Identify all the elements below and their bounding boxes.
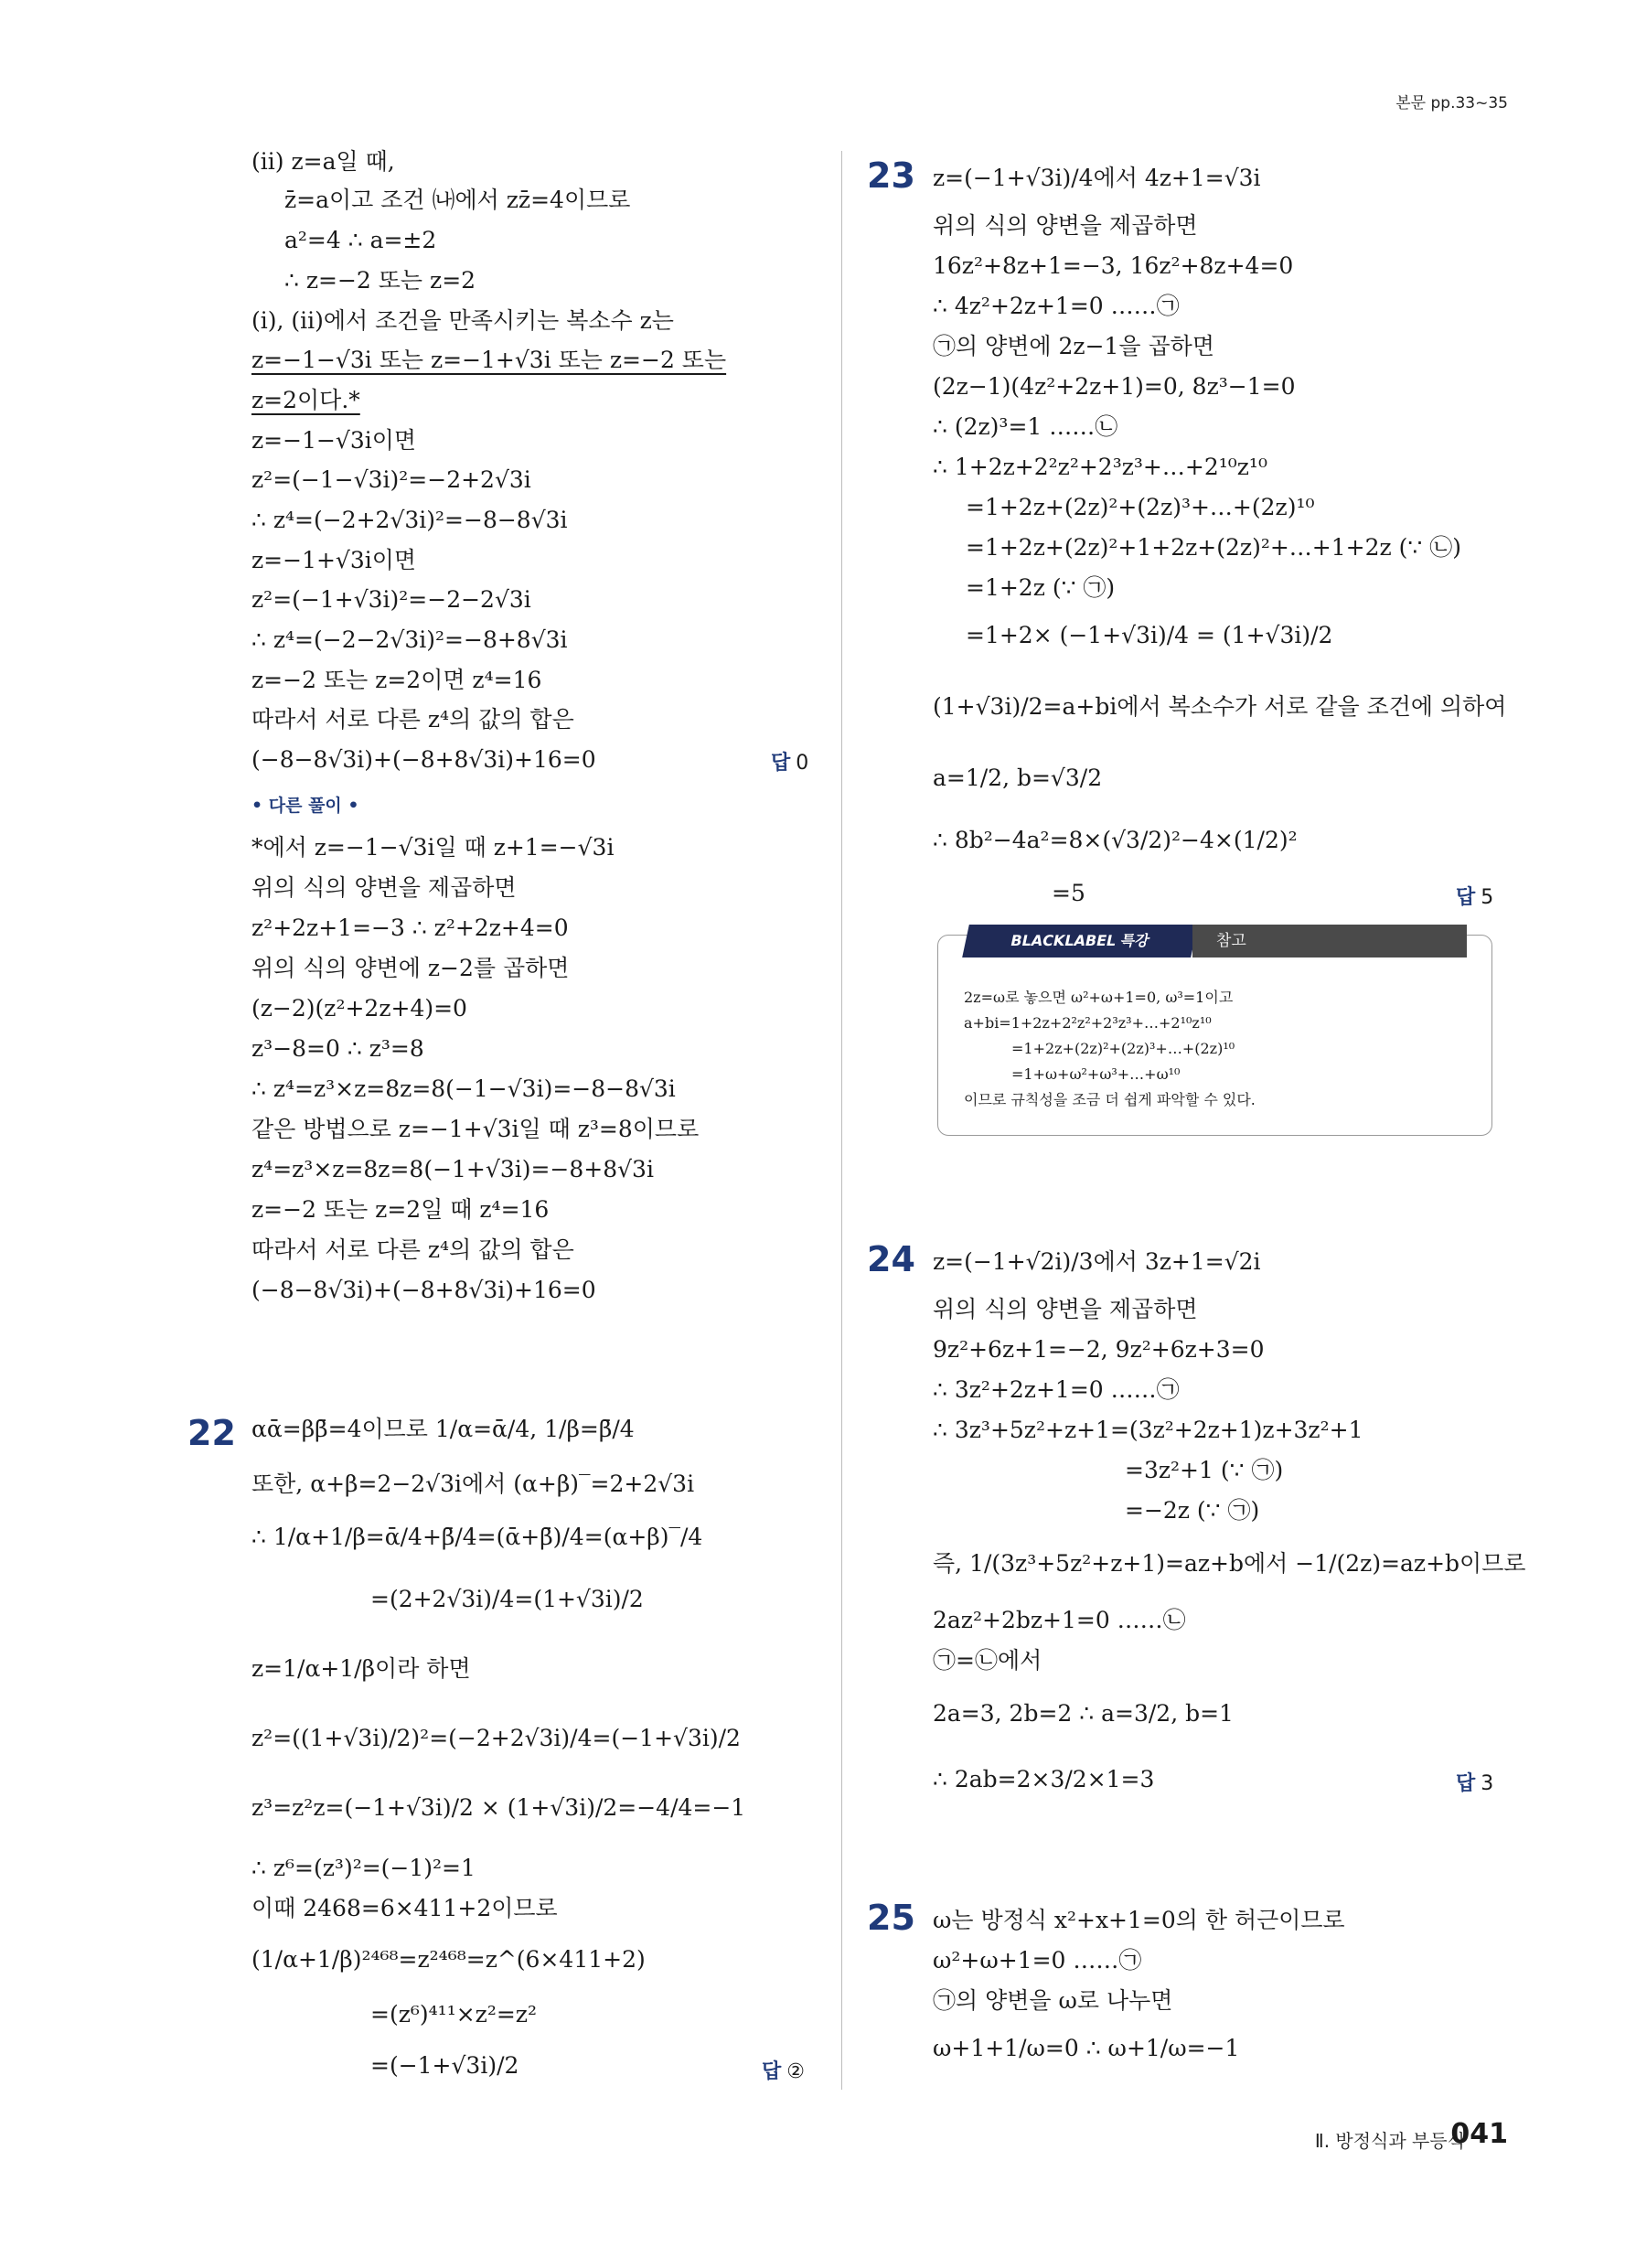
solution-line: =3z²+1 (∵ ㉠) [1125,1457,1284,1483]
alt-solution-line: 같은 방법으로 z=−1+√3i일 때 z³=8이므로 [251,1116,700,1142]
solution-line: z³=z²z=(−1+√3i)/2 × (1+√3i)/2=−4/4=−1 [251,1794,746,1821]
solution-line: ω는 방정식 x²+x+1=0의 한 허근이므로 [933,1907,1345,1933]
solution-line: ㉠의 양변에 2z−1을 곱하면 [933,333,1214,359]
solution-line: 또한, α+β=2−2√3i에서 (α+β)‾=2+2√3i [251,1471,695,1497]
solution-line: ∴ 1+2z+2²z²+2³z³+…+2¹⁰z¹⁰ [933,454,1267,480]
solution-line: ∴ z⁴=(−2+2√3i)²=−8−8√3i [251,507,568,533]
page-number: 041 [1450,2118,1508,2150]
solution-line: αᾱ=ββ̄=4이므로 1/α=ᾱ/4, 1/β=β̄/4 [251,1416,635,1442]
solution-line: (2z−1)(4z²+2z+1)=0, 8z³−1=0 [933,373,1296,400]
note-line: =1+ω+ω²+ω³+…+ω¹⁰ [1011,1065,1181,1083]
solution-line: z=2이다.* [251,387,360,413]
alt-solution-line: z⁴=z³×z=8z=8(−1+√3i)=−8+8√3i [251,1156,654,1182]
solution-line: =5 [1052,880,1085,906]
solution-line: 위의 식의 양변을 제곱하면 [933,212,1198,239]
solution-line: 따라서 서로 다른 z⁴의 값의 합은 [251,706,574,733]
solution-line: 이때 2468=6×411+2이므로 [251,1895,558,1921]
solution-line: ∴ 4z²+2z+1=0 ……㉠ [933,293,1180,319]
note-line: 이므로 규칙성을 조금 더 쉽게 파악할 수 있다. [964,1091,1256,1108]
solution-line: ∴ 2ab=2×3/2×1=3 [933,1766,1155,1792]
solution-line: =(−1+√3i)/2 [370,2052,519,2079]
solution-line: (1/α+1/β)²⁴⁶⁸=z²⁴⁶⁸=z^(6×411+2) [251,1946,646,1973]
alt-solution-line: 위의 식의 양변을 제곱하면 [251,874,517,901]
solution-line: 2a=3, 2b=2 ∴ a=3/2, b=1 [933,1700,1234,1727]
solution-line: ω²+ω+1=0 ……㉠ [933,1947,1142,1974]
solution-line: z²=((1+√3i)/2)²=(−2+2√3i)/4=(−1+√3i)/2 [251,1725,741,1751]
answer-22: 답 ② [762,2060,805,2083]
alt-solution-line: z=−2 또는 z=2일 때 z⁴=16 [251,1196,550,1223]
solution-line: 위의 식의 양변을 제곱하면 [933,1296,1198,1322]
solution-line: ∴ (2z)³=1 ……㉡ [933,413,1118,440]
solution-line: =−2z (∵ ㉠) [1125,1497,1260,1524]
solution-line: z=(−1+√3i)/4에서 4z+1=√3i [933,165,1261,191]
alt-solution-line: *에서 z=−1−√3i일 때 z+1=−√3i [251,834,615,861]
solution-line: z=−1−√3i 또는 z=−1+√3i 또는 z=−2 또는 [251,347,727,373]
solution-line: a=1/2, b=√3/2 [933,765,1103,791]
alt-solution-line: ∴ z⁴=z³×z=8z=8(−1−√3i)=−8−8√3i [251,1075,676,1102]
solution-line: z=−1−√3i이면 [251,427,417,454]
solution-line: z=(−1+√2i)/3에서 3z+1=√2i [933,1248,1261,1275]
answer-21: 답 0 [771,752,809,775]
solution-line: (ⅱ) z=a일 때, [251,148,395,175]
solution-line: a²=4 ∴ a=±2 [284,227,437,253]
question-number-24: 24 [867,1239,915,1279]
solution-line: z=−2 또는 z=2이면 z⁴=16 [251,667,542,693]
solution-line: z²=(−1+√3i)²=−2−2√3i [251,586,531,613]
solution-line: (−8−8√3i)+(−8+8√3i)+16=0 [251,746,596,773]
solution-line: z²=(−1−√3i)²=−2+2√3i [251,466,531,493]
solution-line: 16z²+8z+1=−3, 16z²+8z+4=0 [933,252,1294,279]
question-number-22: 22 [187,1413,236,1453]
chapter-title: Ⅱ. 방정식과 부등식 [1314,2130,1465,2152]
solution-line: ∴ 3z³+5z²+z+1=(3z²+2z+1)z+3z²+1 [933,1417,1363,1443]
solution-line: ∴ 3z²+2z+1=0 ……㉠ [933,1376,1180,1403]
solution-line: z=1/α+1/β이라 하면 [251,1655,471,1682]
solution-line: =(2+2√3i)/4=(1+√3i)/2 [370,1586,644,1612]
solution-line: z̄=a이고 조건 ㈏에서 zz̄=4이므로 [284,187,631,213]
alt-solution-line: z³−8=0 ∴ z³=8 [251,1035,424,1062]
alt-solution-line: (z−2)(z²+2z+4)=0 [251,995,467,1022]
answer-24: 답 3 [1456,1772,1494,1795]
solution-line: z=−1+√3i이면 [251,547,417,573]
note-line: 2z=ω로 놓으면 ω²+ω+1=0, ω³=1이고 [964,989,1234,1006]
solution-line: 9z²+6z+1=−2, 9z²+6z+3=0 [933,1336,1265,1363]
solution-line: ∴ 8b²−4a²=8×(√3/2)²−4×(1/2)² [933,827,1298,853]
page-reference: 본문 pp.33~35 [1395,94,1508,112]
solution-line: =1+2z+(2z)²+(2z)³+…+(2z)¹⁰ [966,494,1315,520]
note-line: =1+2z+(2z)²+(2z)³+…+(2z)¹⁰ [1011,1040,1235,1057]
solution-line: =1+2z (∵ ㉠) [966,574,1116,601]
solution-line: ∴ z⁶=(z³)²=(−1)²=1 [251,1855,476,1881]
blacklabel-tab: BLACKLABEL 특강 [962,925,1198,957]
alt-solution-line: z²+2z+1=−3 ∴ z²+2z+4=0 [251,915,569,941]
solution-line: =(z⁶)⁴¹¹×z²=z² [370,2001,537,2027]
solution-line: 즉, 1/(3z³+5z²+z+1)=az+b에서 −1/(2z)=az+b이므로 [933,1550,1526,1577]
question-number-25: 25 [867,1898,915,1938]
answer-23: 답 5 [1456,886,1494,909]
solution-line: ∴ z=−2 또는 z=2 [284,267,476,294]
blacklabel-note-box [937,932,1492,1136]
solution-line: ω+1+1/ω=0 ∴ ω+1/ω=−1 [933,2035,1240,2061]
solution-line: (1+√3i)/2=a+bi에서 복소수가 서로 같을 조건에 의하여 [933,693,1507,720]
solution-line: ∴ 1/α+1/β=ᾱ/4+β̄/4=(ᾱ+β̄)/4=(α+β)‾/4 [251,1524,703,1550]
question-number-23: 23 [867,155,915,196]
alt-solution-line: (−8−8√3i)+(−8+8√3i)+16=0 [251,1277,596,1303]
alt-solution-line: 위의 식의 양변에 z−2를 곱하면 [251,955,570,981]
solution-line: ∴ z⁴=(−2−2√3i)²=−8+8√3i [251,626,568,653]
note-tag: 참고 [1192,925,1467,957]
alternative-solution-label: • 다른 풀이 • [251,796,359,816]
solution-line: =1+2× (−1+√3i)/4 = (1+√3i)/2 [966,622,1333,648]
solution-line: (ⅰ), (ⅱ)에서 조건을 만족시키는 복소수 z는 [251,307,674,334]
column-divider [841,151,842,2090]
solution-line: ㉠의 양변을 ω로 나누면 [933,1987,1173,2014]
solution-line: 2az²+2bz+1=0 ……㉡ [933,1607,1186,1633]
solution-line: =1+2z+(2z)²+1+2z+(2z)²+…+1+2z (∵ ㉡) [966,534,1461,561]
alt-solution-line: 따라서 서로 다른 z⁴의 값의 합은 [251,1236,574,1263]
solution-line: ㉠=㉡에서 [933,1647,1042,1674]
note-line: a+bi=1+2z+2²z²+2³z³+…+2¹⁰z¹⁰ [964,1014,1212,1032]
